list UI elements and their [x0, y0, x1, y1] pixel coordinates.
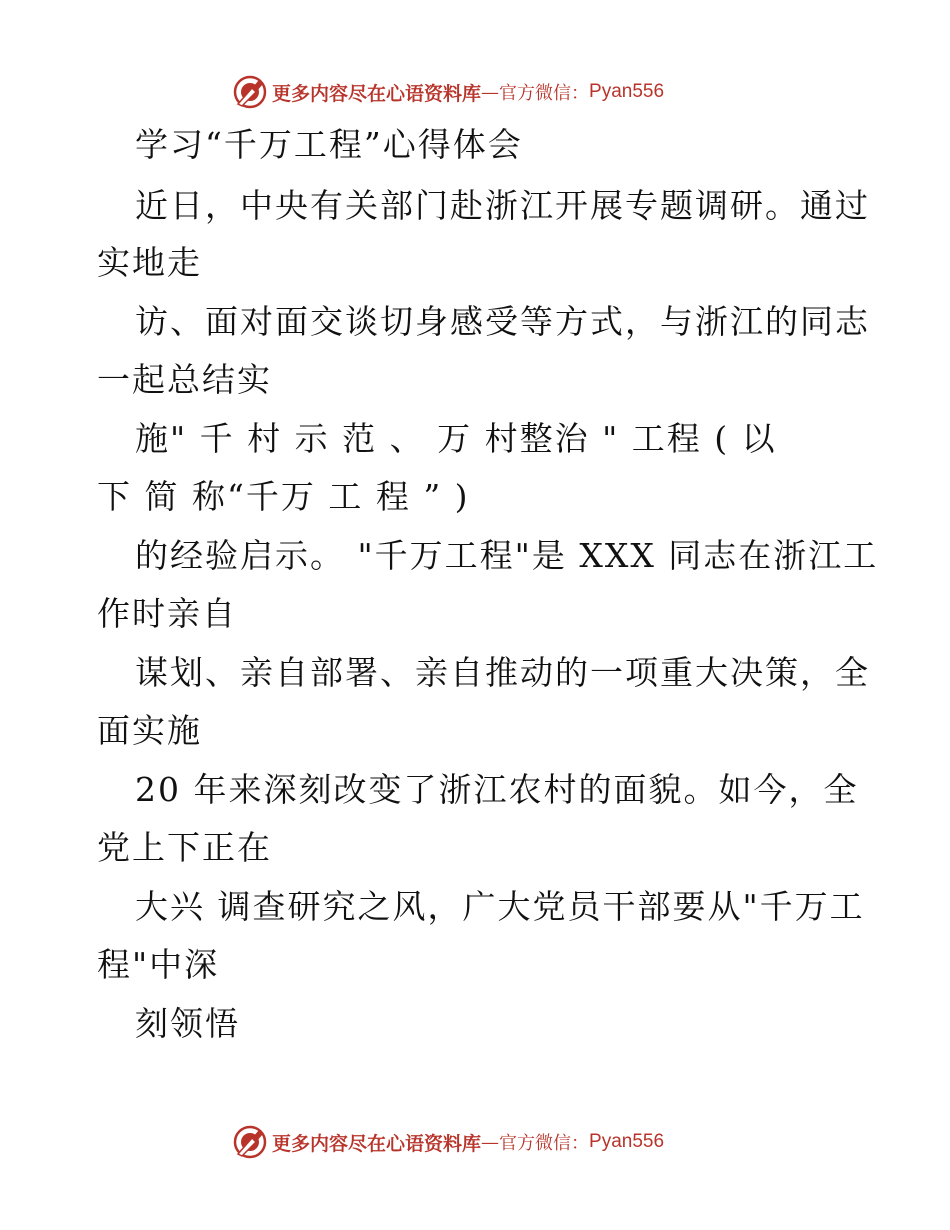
- paragraph-line: 的经验启示。 "千万工程"是 XXX 同志在浙江工: [135, 536, 879, 575]
- watermark-main-text: 更多内容尽在心语资料库: [272, 82, 482, 105]
- watermark-sub-text: 官方微信：: [499, 83, 590, 104]
- paragraph-line: 大兴 调查研究之风，广大党员干部要从"千万工: [135, 887, 865, 926]
- paragraph-line: 访、面对面交谈切身感受等方式，与浙江的同志: [135, 302, 870, 341]
- paragraph-line: 刻领悟: [135, 1004, 240, 1043]
- paragraph-line: 实地走: [97, 243, 202, 282]
- watermark-content: [232, 72, 664, 112]
- paragraph-line: 谋划、亲自部署、亲自推动的一项重大决策，全: [135, 653, 870, 692]
- paragraph-line: 程"中深: [97, 945, 220, 984]
- header-watermark-banner: [0, 72, 950, 112]
- paragraph-line: 党上下正在: [97, 828, 272, 867]
- paragraph-line: 20 年来深刻改变了浙江农村的面貌。如今，全: [135, 770, 859, 809]
- pen-logo-icon: [232, 1124, 268, 1160]
- paragraph-line: 面实施: [97, 711, 202, 750]
- watermark-dash: —: [481, 1131, 500, 1153]
- watermark-wechat-id: Pyan556: [589, 81, 665, 102]
- watermark-dash: —: [481, 81, 500, 103]
- watermark-main-text: 更多内容尽在心语资料库: [272, 1132, 482, 1155]
- watermark-content: [232, 1122, 664, 1162]
- footer-watermark-banner: [0, 1122, 950, 1162]
- paragraph-line: 一起总结实: [97, 360, 272, 399]
- paragraph-line: 下 简 称“千万 工 程 ” ): [97, 477, 470, 516]
- document-title: 学习“千万工程”心得体会: [135, 125, 523, 164]
- watermark-sub-text: 官方微信：: [499, 1133, 590, 1154]
- paragraph-line: 施" 千 村 示 范 、 万 村整治 " 工程 ( 以: [135, 419, 777, 458]
- paragraph-line: 近日，中央有关部门赴浙江开展专题调研。通过: [135, 186, 870, 225]
- pen-logo-icon: [232, 74, 268, 110]
- paragraph-line: 作时亲自: [97, 594, 237, 633]
- watermark-wechat-id: Pyan556: [589, 1131, 665, 1152]
